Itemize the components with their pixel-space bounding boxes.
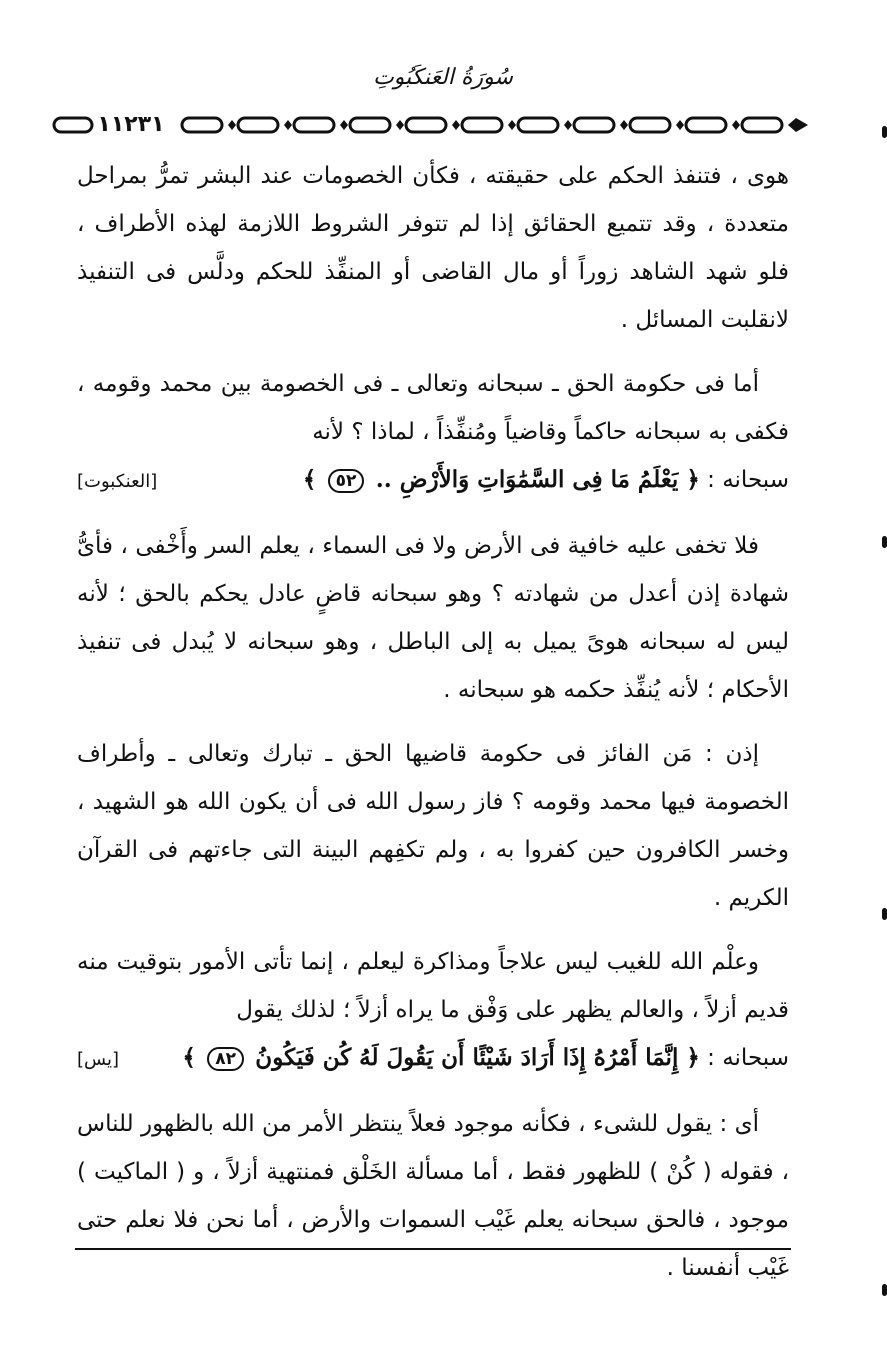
scan-edge-mark	[882, 908, 887, 920]
paragraph-text: وعلْم الله للغيب ليس علاجاً ومذاكرة ليعلم ، إنما تأتى الأمور بتوقيت منه قديم أزلاً ، والعالم يظهر على وَفْق ما يراه أزلاً ؛ لذلك يقول	[77, 949, 789, 1023]
surah-title: سُورَةُ العَنكَبُوتِ	[373, 65, 513, 90]
scan-edge-mark	[882, 1284, 887, 1296]
ayah-number: ٨٢	[207, 1047, 244, 1071]
page-number: ١١٢٣١	[95, 110, 167, 140]
footer-rule	[75, 1248, 791, 1250]
ayah-line	[77, 1034, 789, 1084]
ayah-close: ﴾	[182, 1044, 196, 1071]
paragraph	[77, 152, 789, 344]
ayah-number: ٥٢	[328, 469, 365, 493]
scan-edge-mark	[882, 126, 887, 138]
paragraph	[77, 938, 789, 1084]
ayah-quote	[303, 456, 789, 504]
ayah-text: ﴿ إِنَّمَا أَمْرُهُ إِذَا أَرَادَ شَيْئًا أَن يَقُولَ لَهُ كُن فَيَكُونُ	[255, 1044, 700, 1071]
surah-reference: [العنكبوت]	[77, 471, 158, 492]
paragraph	[77, 730, 789, 922]
paragraph-text: إذن : مَن الفائز فى حكومة قاضيها الحق ـ تبارك وتعالى ـ وأطراف الخصومة فيها محمد وقومه ؟ فاز رسول الله فى أن يكون الله هو الشهيد ، وخسر الكافرون حين كفروا به ، ولم تكفِهم البينة التى جاءتهم فى القرآن الكريم .	[77, 741, 789, 911]
paragraph	[77, 360, 789, 506]
paragraph	[77, 1100, 789, 1292]
paragraph-text: أما فى حكومة الحق ـ سبحانه وتعالى ـ فى الخصومة بين محمد وقومه ، فكفى به سبحانه حاكماً وقاضياً ومُنفِّذاً ، لماذا ؟ لأنه	[77, 371, 789, 445]
ayah-close: ﴾	[302, 466, 317, 493]
ayah-line	[77, 456, 789, 506]
scan-edge-mark	[882, 536, 887, 548]
paragraph-text: فلا تخفى عليه خافية فى الأرض ولا فى السماء ، يعلم السر وأَخْفى ، فأىُّ شهادة إذن أعدل من شهادته ؟ وهو سبحانه قاضٍ عادل يحكم بالحق ؛ لأنه ليس له سبحانه هوىً يميل به إلى الباطل ، وهو سبحانه لا يُبدل فى تنفيذ الأحكام ؛ لأنه يُنفِّذ حكمه هو سبحانه .	[77, 533, 789, 703]
ayah-quote	[182, 1034, 789, 1082]
ayah-prefix: سبحانه :	[707, 1045, 789, 1071]
body-text	[77, 152, 789, 1308]
paragraph-text: أى : يقول للشىء ، فكأنه موجود فعلاً ينتظر الأمر من الله بالظهور للناس ، فقوله ( كُنْ ) للظهور فقط ، أما مسألة الخَلْق فمنتهية أزلاً ، و ( الماكيت ) موجود ، فالحق سبحانه يعلم غَيْب السموات والأرض ، أما نحن فلا نعلم حتى غَيْب أنفسنا .	[77, 1111, 789, 1281]
surah-reference: [يس]	[77, 1049, 120, 1070]
ayah-prefix: سبحانه :	[707, 467, 789, 493]
ayah-text: ﴿ يَعْلَمُ مَا فِى السَّمَٰوَاتِ وَالأَرْضِ ..	[375, 466, 700, 493]
paragraph-text: هوى ، فتنفذ الحكم على حقيقته ، فكأن الخصومات عند البشر تمرُّ بمراحل متعددة ، وقد تتميع الحقائق إذا لم تتوفر الشروط اللازمة لهذه الأطراف ، فلو شهد الشاهد زوراً أو مال القاضى أو المنفِّذ للحكم ودلَّس فى التنفيذ لانقلبت المسائل .	[77, 163, 789, 333]
paragraph	[77, 522, 789, 714]
